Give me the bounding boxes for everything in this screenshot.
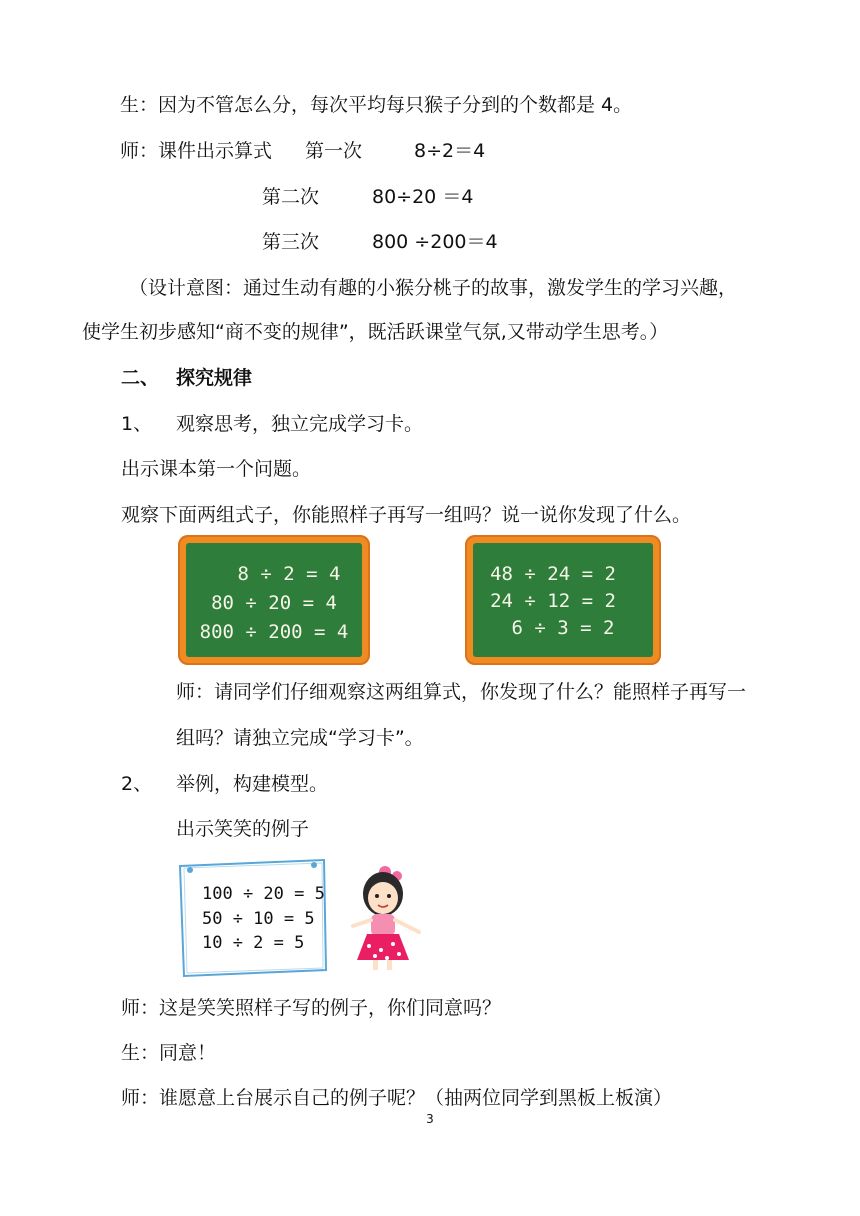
line-teacher-invite: 师：谁愿意上台展示自己的例子呢？（抽两位同学到黑板上板演） [121, 1087, 673, 1109]
label-second: 第二次 [262, 186, 320, 208]
paper-equation: 50 ÷ 10 = 5 [202, 909, 315, 929]
paper-equation: 10 ÷ 2 = 5 [202, 933, 305, 953]
design-intent-line2: 使学生初步感知“商不变的规律”，既活跃课堂气氛,又带动学生思考。） [82, 321, 669, 343]
example-paper [176, 858, 330, 978]
section-title: 探究规律 [176, 367, 253, 389]
step2-number: 2、 [121, 773, 153, 795]
line-teacher-agree: 师：这是笑笑照样子写的例子，你们同意吗？ [121, 997, 502, 1019]
label-third: 第三次 [262, 231, 320, 253]
line-observe: 观察下面两组式子，你能照样子再写一组吗？说一说你发现了什么。 [121, 504, 692, 526]
chalkboard-left [178, 535, 370, 665]
chalk-equation: 48 ÷ 24 = 2 [490, 563, 616, 585]
formula-second: 80÷20 ＝4 [372, 186, 474, 208]
chalk-equation: 24 ÷ 12 = 2 [490, 590, 616, 612]
formula-first: 8÷2＝4 [414, 140, 486, 162]
teacher-question-line1: 师：请同学们仔细观察这两组算式，你发现了什么？能照样子再写一 [176, 681, 747, 703]
chalk-equation: 800 ÷ 200 = 4 [199, 621, 349, 643]
label-first: 第一次 [305, 140, 363, 162]
line-student-answer: 生：因为不管怎么分，每次平均每只猴子分到的个数都是 4。 [120, 94, 633, 116]
line-show-problem: 出示课本第一个问题。 [121, 458, 312, 480]
line-show-example: 出示笑笑的例子 [176, 818, 310, 840]
teacher-question-line2: 组吗？请独立完成“学习卡”。 [176, 727, 424, 749]
chalk-equation: 8 ÷ 2 = 4 [237, 563, 341, 585]
design-intent-line1: （设计意图：通过生动有趣的小猴分桃子的故事，激发学生的学习兴趣， [129, 277, 738, 299]
paper-equation: 100 ÷ 20 = 5 [202, 884, 325, 904]
chalkboard-right [465, 535, 661, 665]
line-teacher-formula: 师：课件出示算式 [120, 140, 273, 162]
formula-third: 800 ÷200＝4 [372, 231, 498, 253]
step2-text: 举例，构建模型。 [176, 773, 329, 795]
page-number: 3 [426, 1112, 434, 1126]
line-student-agree: 生：同意！ [121, 1042, 217, 1064]
girl-xiaoxiao-illustration [335, 862, 427, 974]
step1-number: 1、 [121, 413, 153, 435]
section-number: 二、 [121, 367, 160, 389]
chalk-equation: 6 ÷ 3 = 2 [511, 617, 615, 639]
chalk-equation: 80 ÷ 20 = 4 [211, 592, 337, 614]
step1-text: 观察思考，独立完成学习卡。 [176, 413, 424, 435]
